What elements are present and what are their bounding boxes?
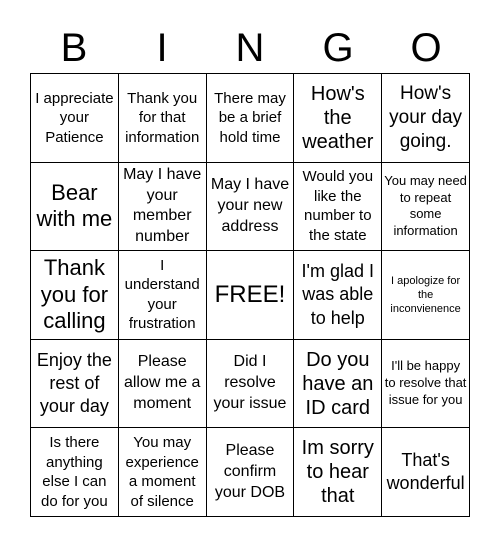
bingo-cell-r2c4[interactable]: Would you like the number to the state bbox=[294, 163, 382, 252]
bingo-cell-r3c5[interactable]: I apologize for the inconvienence bbox=[382, 251, 470, 340]
bingo-cell-r1c1[interactable]: I appreciate your Patience bbox=[31, 74, 119, 163]
bingo-cell-r2c2[interactable]: May I have your member number bbox=[119, 163, 207, 252]
bingo-cell-r5c2[interactable]: You may experience a moment of silence bbox=[119, 428, 207, 517]
bingo-cell-r3c2[interactable]: I understand your frustration bbox=[119, 251, 207, 340]
header-letter-i: I bbox=[156, 26, 168, 70]
bingo-cell-r1c5[interactable]: How's your day going. bbox=[382, 74, 470, 163]
bingo-cell-r1c3[interactable]: There may be a brief hold time bbox=[207, 74, 295, 163]
header-letter-g: G bbox=[322, 26, 354, 70]
header-letter-b: B bbox=[60, 26, 88, 70]
bingo-cell-r5c4[interactable]: Im sorry to hear that bbox=[294, 428, 382, 517]
bingo-cell-r1c2[interactable]: Thank you for that information bbox=[119, 74, 207, 163]
header-letter-o: O bbox=[410, 26, 442, 70]
bingo-cell-r4c4[interactable]: Do you have an ID card bbox=[294, 340, 382, 429]
header-letter-n: N bbox=[235, 26, 265, 70]
bingo-cell-r5c5[interactable]: That's wonderful bbox=[382, 428, 470, 517]
bingo-cell-r2c1[interactable]: Bear with me bbox=[31, 163, 119, 252]
bingo-cell-r4c1[interactable]: Enjoy the rest of your day bbox=[31, 340, 119, 429]
bingo-grid bbox=[30, 73, 470, 517]
bingo-header bbox=[30, 22, 470, 74]
bingo-cell-r4c2[interactable]: Please allow me a moment bbox=[119, 340, 207, 429]
bingo-cell-r5c1[interactable]: Is there anything else I can do for you bbox=[31, 428, 119, 517]
bingo-cell-r5c3[interactable]: Please confirm your DOB bbox=[207, 428, 295, 517]
bingo-cell-r4c5[interactable]: I'll be happy to resolve that issue for you bbox=[382, 340, 470, 429]
bingo-cell-r1c4[interactable]: How's the weather bbox=[294, 74, 382, 163]
bingo-cell-free[interactable]: FREE! bbox=[207, 251, 295, 340]
bingo-cell-r2c5[interactable]: You may need to repeat some information bbox=[382, 163, 470, 252]
bingo-cell-r4c3[interactable]: Did I resolve your issue bbox=[207, 340, 295, 429]
bingo-cell-r2c3[interactable]: May I have your new address bbox=[207, 163, 295, 252]
bingo-cell-r3c1[interactable]: Thank you for calling bbox=[31, 251, 119, 340]
bingo-cell-r3c4[interactable]: I'm glad I was able to help bbox=[294, 251, 382, 340]
